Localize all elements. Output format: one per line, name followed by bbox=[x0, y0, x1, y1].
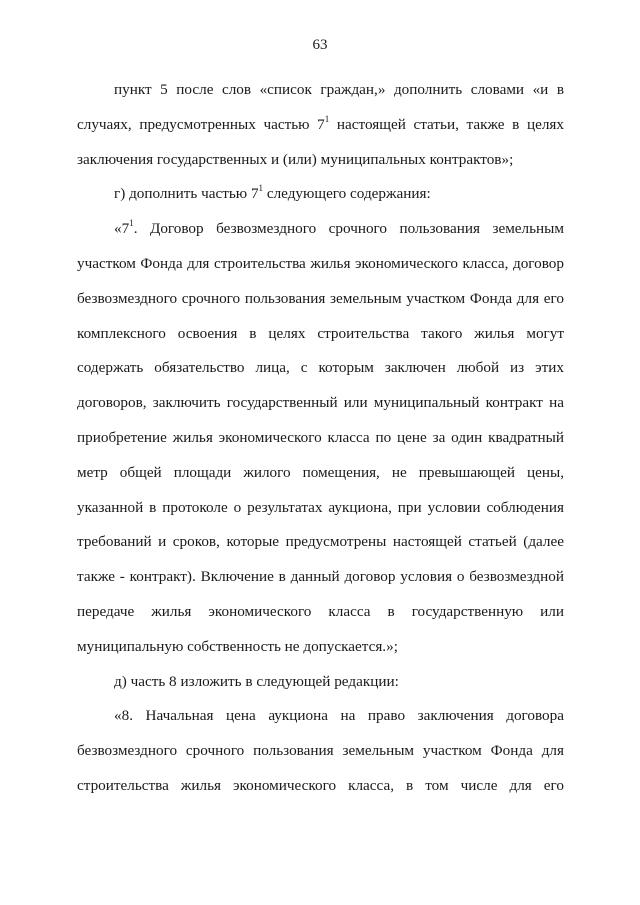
paragraph-text: д) часть 8 изложить в следующей редакции: bbox=[114, 672, 399, 690]
paragraph-text: «8. Начальная цена аукциона на право заключения договора безвозмездного срочного пользования земельным участком Фонда для строительства жилья экономического класса, в том числе для его bbox=[77, 707, 564, 794]
document-body bbox=[77, 73, 564, 804]
superscript-index: 1 bbox=[324, 113, 330, 124]
paragraph-part-7-1 bbox=[77, 212, 564, 664]
superscript-index: 1 bbox=[258, 183, 264, 194]
paragraph-text: . Договор безвозмездного срочного пользования земельным участком Фонда для строительства жилья экономического класса, договор безвозмездного срочного пользования земельным участком Фонда для его комплексного освоения в целях строительства такого жилья могут содержать обязательство лица, с которым заключен любой из этих договоров, заключить государственный или муниципальный контракт на приобретение жилья экономического класса по цене за один квадратный метр общей площади жилого помещения, не превышающей цены, указанной в протоколе о результатах аукциона, при условии соблюдения требований и сроков, которые предусмотрены настоящей статьей (далее также - контракт). Включение в данный договор условия о безвозмездной передаче жилья экономического класса в государственную или муниципальную собственность не допускается.»; bbox=[77, 220, 564, 655]
paragraph-text: «7 bbox=[114, 220, 130, 238]
page-number: 63 bbox=[312, 37, 328, 53]
paragraph-text: пункт 5 после слов «список граждан,» дополнить словами «и в случаях, предусмотренных частью 7 bbox=[77, 81, 564, 133]
paragraph-text: следующего содержания: bbox=[263, 185, 431, 203]
paragraph-clause-d bbox=[77, 665, 564, 700]
paragraph-text: г) дополнить частью 7 bbox=[114, 185, 259, 203]
superscript-index: 1 bbox=[129, 218, 134, 229]
paragraph-clause-v-end bbox=[77, 73, 564, 177]
paragraph-part-8 bbox=[77, 699, 564, 803]
paragraph-text: настоящей статьи, также в целях заключения государственных и (или) муниципальных контрактов»; bbox=[77, 115, 564, 168]
paragraph-clause-g bbox=[77, 177, 564, 212]
